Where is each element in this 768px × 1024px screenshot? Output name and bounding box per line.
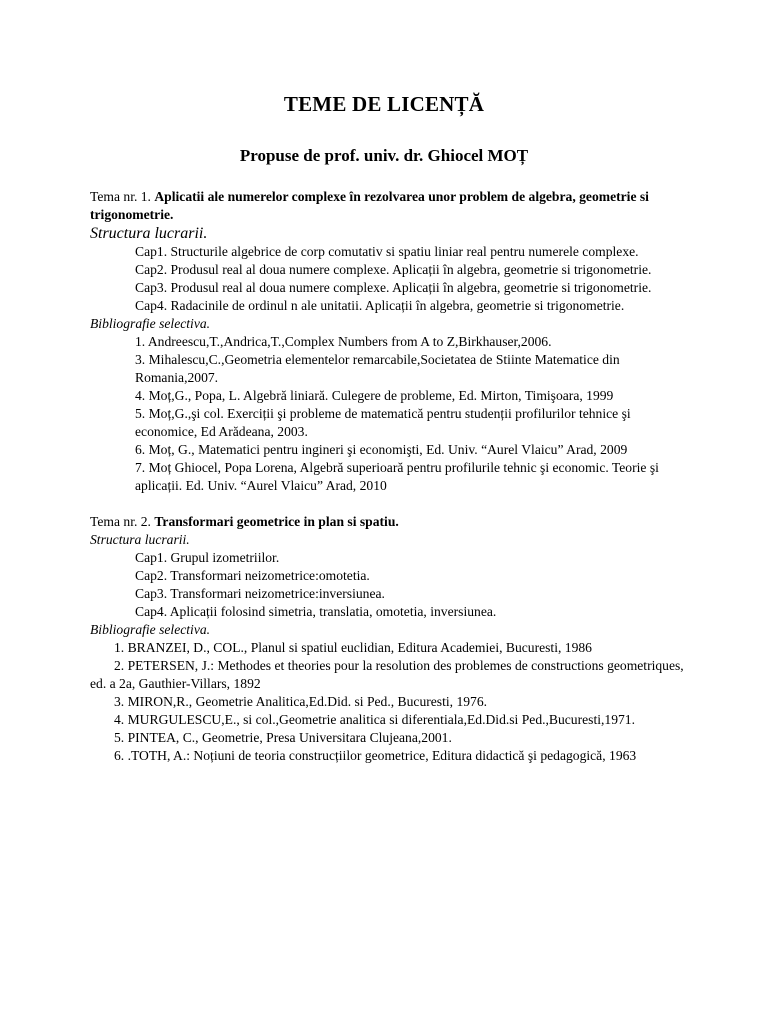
page-subtitle: Propuse de prof. univ. dr. Ghiocel MOȚ <box>239 146 529 165</box>
theme-1-heading <box>90 188 690 224</box>
theme-2-bibliography-item: 4. MURGULESCU,E., si col.,Geometrie analitica si diferentiala,Ed.Did.si Ped.,Bucuresti,1971. <box>114 712 635 727</box>
theme-2-bibliography-item: 1. BRANZEI, D., COL., Planul si spatiul euclidian, Editura Academiei, Bucuresti, 1986 <box>114 640 592 655</box>
theme-1-chapter: Cap4. Radacinile de ordinul n ale unitatii. Aplicații în algebra, geometrie si trigonometrie. <box>135 298 625 313</box>
theme-2-chapter: Cap3. Transformari neizometrice:inversiunea. <box>135 586 385 601</box>
theme-2-prefix: Tema nr. 2. <box>90 514 155 529</box>
theme-1-chapter: Cap3. Produsul real al doua numere complexe. Aplicații în algebra, geometrie si trigonometrie. <box>135 280 652 295</box>
page-title: TEME DE LICENȚĂ <box>283 92 485 116</box>
theme-1-chapter: Cap2. Produsul real al doua numere complexe. Aplicații în algebra, geometrie si trigonometrie. <box>135 262 652 277</box>
theme-2-chapter: Cap1. Grupul izometriilor. <box>135 550 280 565</box>
theme-1-chapter: Cap1. Structurile algebrice de corp comutativ si spatiu liniar real pentru numerele complexe. <box>135 244 639 259</box>
theme-2-bibliography-item: 2. PETERSEN, J.: Methodes et theories pour la resolution des problemes de constructions geometriques, ed. a 2a, Gauthier-Villars, 1892 <box>90 658 684 691</box>
theme-2-bibliography-item: 5. PINTEA, C., Geometrie, Presa Universitara Clujeana,2001. <box>114 730 452 745</box>
theme-2-title: Transformari geometrice in plan si spatiu. <box>154 514 399 529</box>
theme-1-bibliography-item: 1. Andreescu,T.,Andrica,T.,Complex Numbers from A to Z,Birkhauser,2006. <box>135 334 552 349</box>
theme-2-chapter: Cap4. Aplicații folosind simetria, translatia, omotetia, inversiunea. <box>135 604 497 619</box>
theme-1-bibliography-item: 4. Moț,G., Popa, L. Algebră liniară. Culegere de probleme, Ed. Mirton, Timişoara, 1999 <box>135 388 614 403</box>
theme-1-bibliography-item: 6. Moț, G., Matematici pentru ingineri şi economişti, Ed. Univ. “Aurel Vlaicu” Arad, 2009 <box>135 442 628 457</box>
theme-2-bibliography-label: Bibliografie selectiva. <box>90 622 211 637</box>
theme-1-bibliography-item: 5. Moț,G.,şi col. Exerciții şi probleme de matematică pentru studenții profilurilor tehnice şi economice, Ed Arădeana, 2003. <box>135 406 631 439</box>
theme-1-title: Aplicatii ale numerelor complexe în rezolvarea unor problem de algebra, geometrie si trigonometrie. <box>90 189 649 222</box>
theme-2-chapter: Cap2. Transformari neizometrice:omotetia. <box>135 568 370 583</box>
theme-2-bibliography-item: 6. .TOTH, A.: Noțiuni de teoria construcțiilor geometrice, Editura didactică şi pedagogică, 1963 <box>114 748 637 763</box>
theme-1-prefix: Tema nr. 1. <box>90 189 155 204</box>
theme-1-bibliography-item: 3. Mihalescu,C.,Geometria elementelor remarcabile,Societatea de Stiinte Matematice din Romania,2007. <box>135 352 620 385</box>
theme-1-structure-label: Structura lucrarii. <box>90 225 208 242</box>
theme-1-bibliography-label: Bibliografie selectiva. <box>90 316 211 331</box>
theme-2-bibliography-item: 3. MIRON,R., Geometrie Analitica,Ed.Did. si Ped., Bucuresti, 1976. <box>114 694 488 709</box>
document-body <box>90 188 690 765</box>
theme-1-bibliography-item: 7. Moț Ghiocel, Popa Lorena, Algebră superioară pentru profilurile tehnic şi economic. Teorie şi aplicații. Ed. Univ. “Aurel Vlaicu” Arad, 2010 <box>135 460 659 493</box>
theme-2-structure-label: Structura lucrarii. <box>90 532 190 547</box>
theme-2-heading <box>90 513 690 531</box>
